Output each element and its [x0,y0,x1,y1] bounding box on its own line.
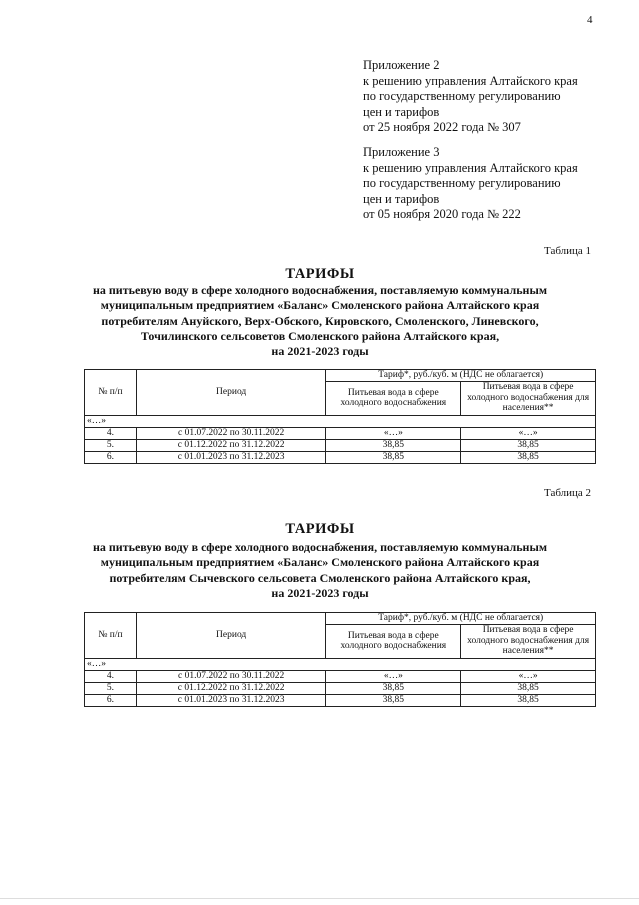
header-num: № п/п [85,370,137,416]
row-period: с 01.01.2023 по 31.12.2023 [136,694,326,706]
header-num: № п/п [85,613,137,659]
row-period: с 01.07.2022 по 30.11.2022 [136,670,326,682]
table-1-subtitle [60,283,580,359]
appendix-3-line: Приложение 3 [363,145,440,159]
table-2-subtitle-line: муниципальным предприятием «Баланс» Смоленского района Алтайского края [100,555,540,570]
header-tariff: Тариф*, руб./куб. м (НДС не облагается) [326,370,596,382]
row-num: 4. [85,427,137,439]
appendix-2-line: к решению управления Алтайского края [363,73,578,88]
appendix-2-block [363,58,578,136]
ellipsis-cell: «…» [85,658,596,670]
tariff-table-1 [84,369,596,464]
row-num: 5. [85,682,137,694]
table-row-ellipsis [85,415,596,427]
page-number: 4 [587,14,593,26]
table-1-subtitle-line: на питьевую воду в сфере холодного водоснабжения, поставляемую коммунальным [92,283,548,297]
row-period: с 01.07.2022 по 30.11.2022 [136,427,326,439]
row-value-2: 38,85 [461,694,596,706]
table-1-subtitle-line: потребителям Ануйского, Верх-Обского, Кировского, Смоленского, Линевского, [101,313,539,328]
table-row [85,670,596,682]
row-value-2: «…» [461,670,596,682]
header-tariff: Тариф*, руб./куб. м (НДС не облагается) [326,613,596,625]
row-value-1: 38,85 [326,694,461,706]
header-col-1: Питьевая вода в сфере холодного водоснабжения [326,381,461,415]
ellipsis-cell: «…» [85,415,596,427]
header-col-2: Питьевая вода в сфере холодного водоснабжения для населения** [461,381,596,415]
appendix-2-line: Приложение 2 [363,58,440,72]
row-period: с 01.12.2022 по 31.12.2022 [136,439,326,451]
table-row [85,439,596,451]
table-1-subtitle-line: муниципальным предприятием «Баланс» Смоленского района Алтайского края [100,298,540,313]
appendix-3-line: по государственному регулированию [363,176,561,190]
table-row [85,451,596,463]
row-value-1: 38,85 [326,682,461,694]
row-value-2: 38,85 [461,451,596,463]
table-2-subtitle-line: на питьевую воду в сфере холодного водоснабжения, поставляемую коммунальным [92,540,548,554]
table-2-title: ТАРИФЫ [285,521,355,537]
scan-edge-divider [0,898,639,899]
table-2-subtitle [60,540,580,601]
row-num: 6. [85,451,137,463]
row-num: 6. [85,694,137,706]
row-value-1: 38,85 [326,439,461,451]
row-value-2: 38,85 [461,439,596,451]
tariff-table-2 [84,612,596,707]
row-num: 4. [85,670,137,682]
table-1-subtitle-line: на 2021-2023 годы [271,344,369,359]
appendix-2-line: цен и тарифов [363,104,440,119]
table-1-label: Таблица 1 [544,245,592,257]
header-col-1: Питьевая вода в сфере холодного водоснабжения [326,624,461,658]
appendix-3-line: от 05 ноября 2020 года № 222 [363,207,521,221]
table-2-label: Таблица 2 [544,487,592,499]
header-period: Период [136,613,326,659]
row-value-1: 38,85 [326,451,461,463]
table-row [85,427,596,439]
row-value-2: 38,85 [461,682,596,694]
appendix-3-line: цен и тарифов [363,191,440,206]
table-row-ellipsis [85,658,596,670]
appendix-2-line: по государственному регулированию [363,89,561,103]
row-value-1: «…» [326,427,461,439]
row-num: 5. [85,439,137,451]
table-1-title: ТАРИФЫ [285,266,355,282]
table-2-subtitle-line: на 2021-2023 годы [271,585,369,600]
table-row [85,694,596,706]
table-1-subtitle-line: Точилинского сельсоветов Смоленского района Алтайского края, [140,328,500,343]
table-2-subtitle-line: потребителям Сычевского сельсовета Смоленского района Алтайского края, [109,570,531,585]
row-period: с 01.12.2022 по 31.12.2022 [136,682,326,694]
header-col-2: Питьевая вода в сфере холодного водоснабжения для населения** [461,624,596,658]
row-value-2: «…» [461,427,596,439]
header-period: Период [136,370,326,416]
row-value-1: «…» [326,670,461,682]
row-period: с 01.01.2023 по 31.12.2023 [136,451,326,463]
appendix-2-line: от 25 ноября 2022 года № 307 [363,120,521,134]
appendix-3-block [363,145,578,223]
table-row [85,682,596,694]
appendix-3-line: к решению управления Алтайского края [363,160,578,175]
